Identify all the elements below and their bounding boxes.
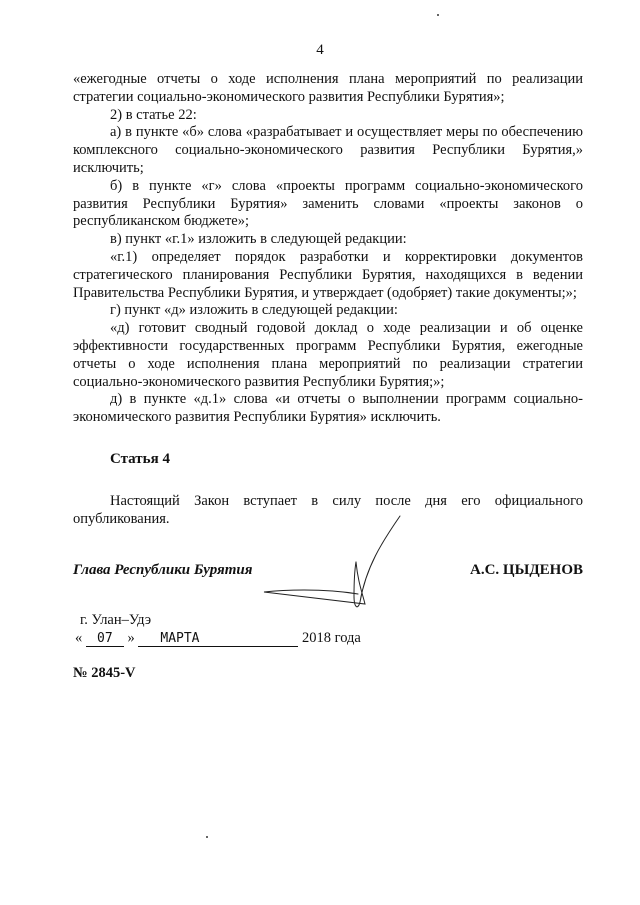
paragraph-item-g: г) пункт «д» изложить в следующей редакции: [110,302,398,319]
law-number: № 2845-V [73,665,136,681]
date-day: 07 [86,631,124,647]
article-heading: Статья 4 [110,451,170,467]
paragraph-item-d: д) в пункте «д.1» слова «и отчеты о выполнении программ социально-экономического развития Республики Бурятия» исключить. [73,391,583,426]
page-number: 4 [316,42,324,58]
article-text: Настоящий Закон вступает в силу после дня его официального опубликования. [73,493,583,527]
signer-name: А.С. ЦЫДЕНОВ [470,562,583,578]
scan-speck [437,14,439,16]
paragraph-item-b: б) в пункте «г» слова «проекты программ социально-экономического развития Республики Бурятия» заменить словами «проекты законов о республиканском бюджете»; [73,177,583,230]
date-month: МАРТА [138,631,298,647]
signature-image [262,512,412,612]
paragraph-item-a: а) в пункте «б» слова «разрабатывает и осуществляет меры по обеспечению комплексного социально-экономического развития Республики Бурятия,» исключить; [73,124,583,176]
amendment-text [73,71,583,427]
paragraph-g1-text: «г.1) определяет порядок разработки и корректировки документов стратегического планирования Республики Бурятия, находящихся в ведении Правительства Республики Бурятия, и утверждает (одобряет) такие документы;»; [73,248,583,301]
paragraph-continuation: «ежегодные отчеты о ходе исполнения плана мероприятий по реализации стратегии социально-экономического развития Республики Бурятия»; [73,71,583,105]
paragraph-item-v: в) пункт «г.1» изложить в следующей редакции: [110,231,407,248]
place-of-signing: г. Улан–Удэ [80,612,152,628]
date-open-quote: « [75,630,83,646]
scan-speck [206,836,208,838]
signer-title: Глава Республики Бурятия [73,562,253,578]
paragraph-d-text: «д) готовит сводный годовой доклад о ходе реализации и об оценке эффективности государственных программ Республики Бурятия, ежегодные отчеты о ходе исполнения плана мероприятий по реализации стратегии социально-экономического развития Республики Бурятия;»; [73,320,583,390]
paragraph-item-2: 2) в статье 22: [110,106,197,123]
date-year: 2018 года [302,630,361,646]
date-close-quote: » [127,630,135,646]
signing-date [75,630,361,647]
